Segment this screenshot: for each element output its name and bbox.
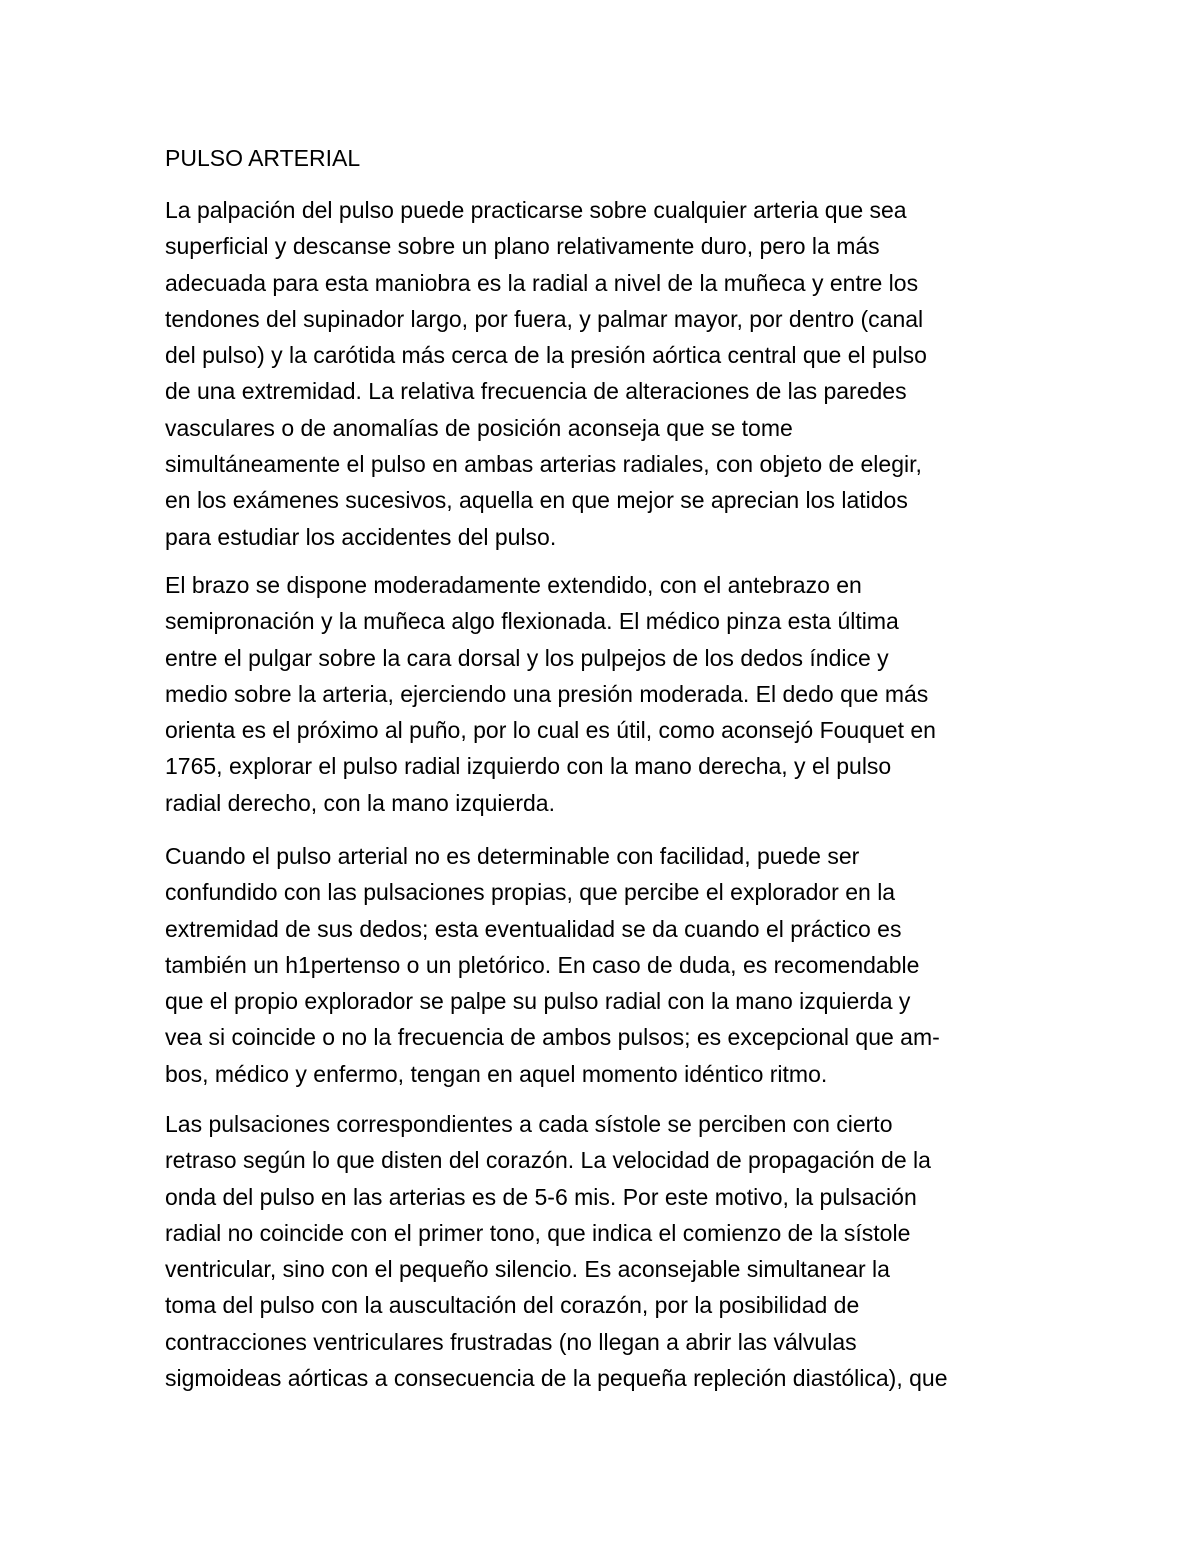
- text-line: ventricular, sino con el pequeño silencio. Es aconsejable simultanear la: [165, 1256, 890, 1283]
- text-line: también un h1pertenso o un pletórico. En caso de duda, es recomendable: [165, 951, 920, 978]
- paragraph-1: [165, 192, 1045, 555]
- text-line: radial derecho, con la mano izquierda.: [165, 789, 555, 816]
- paragraph-2: [165, 567, 1045, 821]
- text-line: confundido con las pulsaciones propias, que percibe el explorador en la: [165, 879, 896, 906]
- text-line: que el propio explorador se palpe su pulso radial con la mano izquierda y: [165, 988, 911, 1015]
- text-line: retraso según lo que disten del corazón. La velocidad de propagación de la: [165, 1147, 931, 1174]
- text-line: Las pulsaciones correspondientes a cada sístole se perciben con cierto: [165, 1111, 893, 1137]
- text-line: adecuada para esta maniobra es la radial a nivel de la muñeca y entre los: [165, 269, 919, 296]
- text-line: simultáneamente el pulso en ambas arterias radiales, con objeto de elegir,: [165, 451, 922, 478]
- text-line: de una extremidad. La relativa frecuencia de alteraciones de las paredes: [165, 378, 907, 405]
- text-line: 1765, explorar el pulso radial izquierdo con la mano derecha, y el pulso: [165, 753, 892, 780]
- text-line: entre el pulgar sobre la cara dorsal y los pulpejos de los dedos índice y: [165, 644, 889, 671]
- document-title: PULSO ARTERIAL: [165, 145, 361, 171]
- text-line: orienta es el próximo al puño, por lo cual es útil, como aconsejó Fouquet en: [165, 717, 936, 744]
- text-line: toma del pulso con la auscultación del corazón, por la posibilidad de: [165, 1292, 860, 1319]
- text-line: extremidad de sus dedos; esta eventualidad se da cuando el práctico es: [165, 915, 902, 942]
- text-line: del pulso) y la carótida más cerca de la presión aórtica central que el pulso: [165, 342, 927, 369]
- text-line: superficial y descanse sobre un plano relativamente duro, pero la más: [165, 233, 880, 260]
- text-line: semipronación y la muñeca algo flexionada. El médico pinza esta última: [165, 608, 899, 635]
- text-line: La palpación del pulso puede practicarse sobre cualquier arteria que sea: [165, 197, 907, 223]
- text-line: en los exámenes sucesivos, aquella en que mejor se aprecian los latidos: [165, 487, 908, 514]
- text-line: radial no coincide con el primer tono, que indica el comienzo de la sístole: [165, 1219, 911, 1246]
- text-line: Cuando el pulso arterial no es determinable con facilidad, puede ser: [165, 843, 860, 869]
- text-line: sigmoideas aórticas a consecuencia de la pequeña repleción diastólica), que: [165, 1365, 948, 1392]
- paragraph-4: [165, 1106, 1045, 1396]
- text-line: tendones del supinador largo, por fuera, y palmar mayor, por dentro (canal: [165, 305, 924, 332]
- text-line: vasculares o de anomalías de posición aconseja que se tome: [165, 414, 793, 441]
- text-line: para estudiar los accidentes del pulso.: [165, 523, 557, 550]
- text-line: medio sobre la arteria, ejerciendo una presión moderada. El dedo que más: [165, 680, 929, 707]
- text-line: bos, médico y enfermo, tengan en aquel momento idéntico ritmo.: [165, 1060, 828, 1087]
- text-line: onda del pulso en las arterias es de 5-6 mis. Por este motivo, la pulsación: [165, 1183, 917, 1210]
- text-line: vea si coincide o no la frecuencia de ambos pulsos; es excepcional que am-: [165, 1024, 940, 1051]
- text-line: El brazo se dispone moderadamente extendido, con el antebrazo en: [165, 572, 862, 598]
- paragraph-3: [165, 838, 1045, 1092]
- text-line: contracciones ventriculares frustradas (no llegan a abrir las válvulas: [165, 1328, 857, 1355]
